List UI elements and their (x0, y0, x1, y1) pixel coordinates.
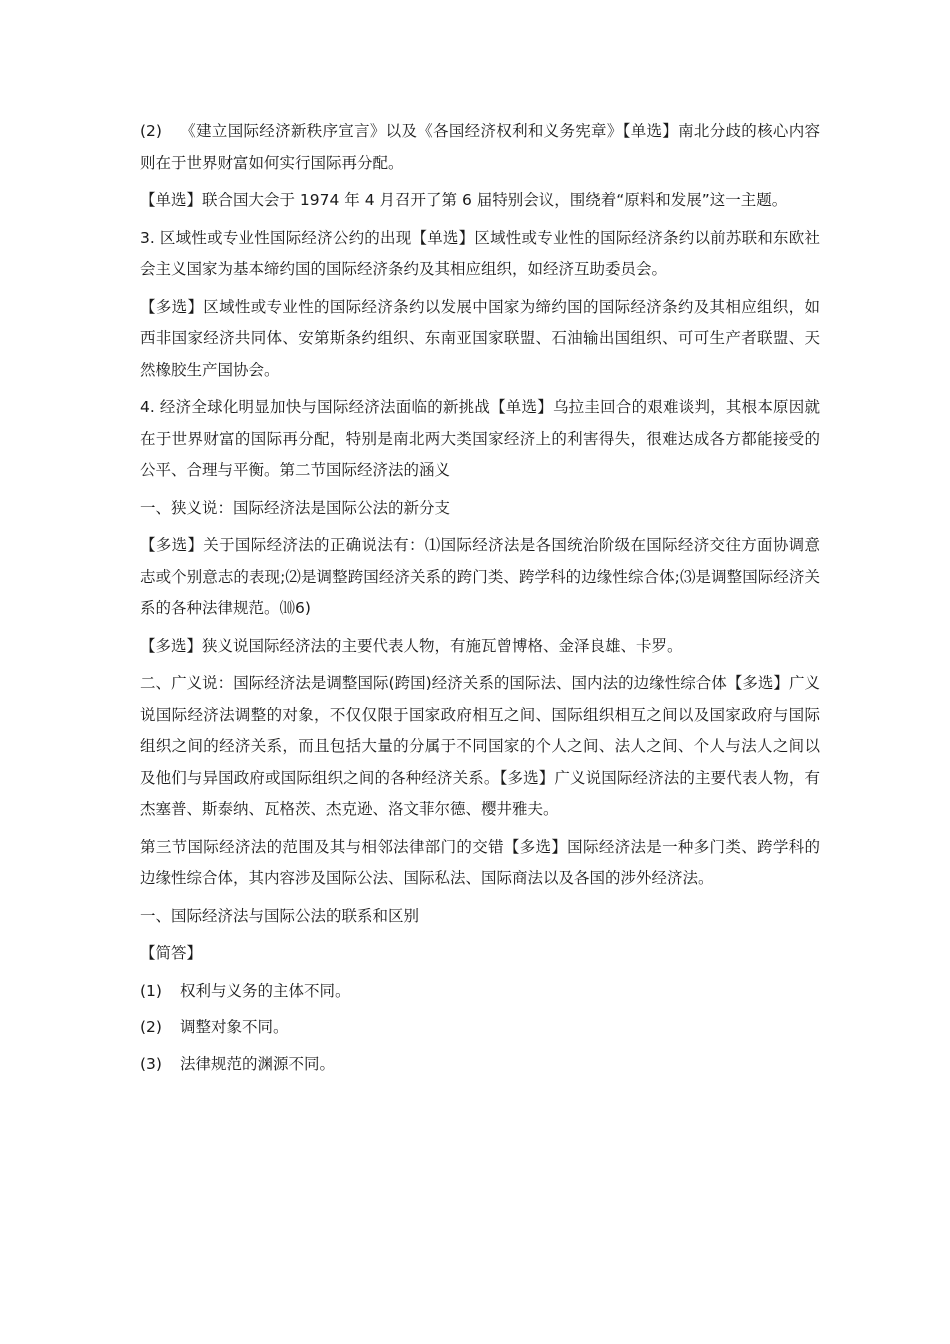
list-item (140, 976, 820, 1008)
paragraph-narrow-representatives: 【多选】狭义说国际经济法的主要代表人物，有施瓦曾博格、金泽良雄、卡罗。 (140, 636, 683, 655)
list-item (140, 1012, 820, 1044)
paragraph-section-three: 第三节国际经济法的范围及其与相邻法律部门的交错【多选】国际经济法是一种多门类、跨学科的边缘性综合体，其内容涉及国际公法、国际私法、国际商法以及各国的涉外经济法。 (140, 837, 820, 887)
list-item-text: 调整对象不同。 (180, 1018, 289, 1036)
list-item-number: (2) (140, 1018, 162, 1036)
paragraph-un-special-session: 【单选】联合国大会于 1974 年 4 月召开了第 6 届特别会议，围绕着“原料和发展”这一主题。 (140, 191, 788, 209)
list-item-number: (3) (140, 1054, 162, 1073)
paragraph-developing-countries: 【多选】区域性或专业性的国际经济条约以发展中国家为缔约国的国际经济条约及其相应组织，如西非国家经济共同体、安第斯条约组织、东南亚国家联盟、石油输出国组织、可可生产者联盟、天然橡胶生产国协会。 (140, 297, 820, 379)
list-item-text: 法律规范的渊源不同。 (180, 1054, 336, 1073)
label-short-answer: 【简答】 (140, 944, 203, 962)
list-item-number: (1) (140, 981, 162, 1000)
heading-public-law-relation: 一、国际经济法与国际公法的联系和区别 (140, 906, 420, 925)
heading-narrow-view: 一、狭义说：国际经济法是国际公法的新分支 (140, 498, 451, 517)
paragraph-text: 《建立国际经济新秩序宣言》以及《各国经济权利和义务宪章》【单选】南北分歧的核心内容则在于世界财富如何实行国际再分配。 (140, 122, 820, 172)
paragraph-number: (2) (140, 122, 162, 140)
list-item-text: 权利与义务的主体不同。 (180, 981, 351, 1000)
paragraph-broad-view: 二、广义说：国际经济法是调整国际(跨国)经济关系的国际法、国内法的边缘性综合体【多选】广义说国际经济法调整的对象，不仅仅限于国家政府相互之间、国际组织相互之间以及国家政府与国际组织之间的经济关系，而且包括大量的分属于不同国家的个人之间、法人之间、个人与法人之间以及他们与异国政府或国际组织之间的各种经济关系。【多选】广义说国际经济法的主要代表人物，有杰塞普、斯泰纳、瓦格茨、杰克逊、洛文菲尔德、樱井雅夫。 (140, 674, 820, 818)
list-item (140, 1049, 820, 1081)
paragraph-correct-statements: 【多选】关于国际经济法的正确说法有：⑴国际经济法是各国统治阶级在国际经济交往方面协调意志或个别意志的表现;⑵是调整跨国经济关系的跨门类、跨学科的边缘性综合体;⑶是调整国际经济关系的各种法律规范。⑽6) (140, 536, 820, 617)
paragraph-regional-conventions: 3. 区域性或专业性国际经济公约的出现【单选】区域性或专业性的国际经济条约以前苏联和东欧社会主义国家为基本缔约国的国际经济条约及其相应组织，如经济互助委员会。 (140, 228, 820, 278)
document-body (140, 116, 820, 1085)
paragraph-globalization: 4. 经济全球化明显加快与国际经济法面临的新挑战【单选】乌拉圭回合的艰难谈判，其根本原因就在于世界财富的国际再分配，特别是南北两大类国家经济上的利害得失，很难达成各方都能接受的公平、合理与平衡。第二节国际经济法的涵义 (140, 398, 820, 479)
paragraph-declaration (140, 116, 820, 179)
